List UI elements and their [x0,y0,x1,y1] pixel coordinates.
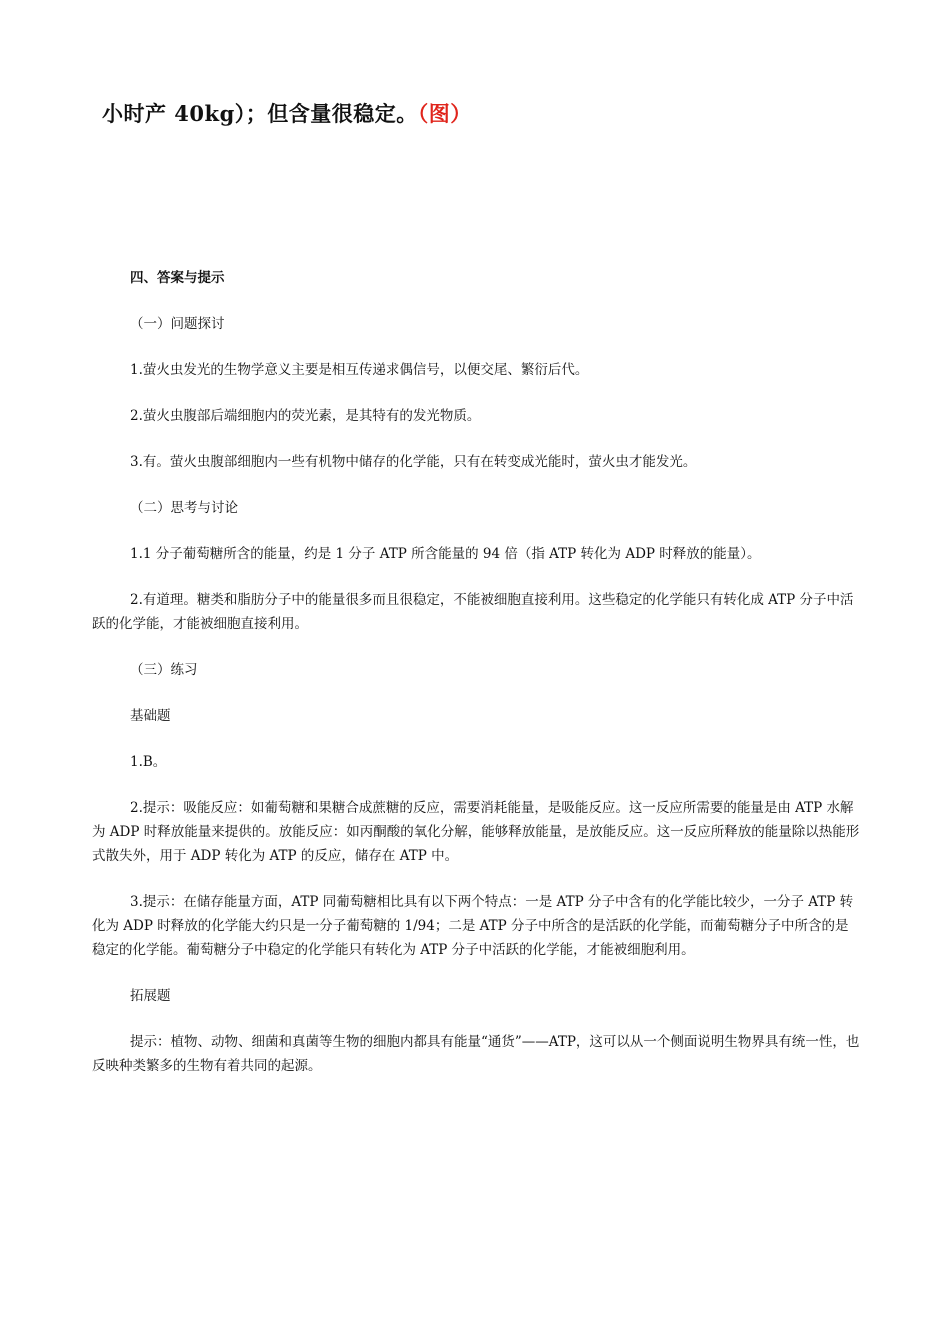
answers-section [92,266,860,1100]
answer-paragraph: 1.萤火虫发光的生物学意义主要是相互传递求偶信号，以便交尾、繁衍后代。 [130,362,589,378]
section-title-exercises: （三）练习 [130,662,198,678]
answer-paragraph: 2.提示：吸能反应：如葡萄糖和果糖合成蔗糖的反应，需要消耗能量，是吸能反应。这一反应所需要的能量是由 ATP 水解为 ADP 时释放能量来提供的。放能反应：如丙酮酸的氧化分解，能够释放能量，是放能反应。这一反应所释放的能量除以热能形式散失外，用于 ADP 转化为 ATP 的反应，储存在 ATP 中。 [92,800,860,864]
section-title-problem-discussion: （一）问题探讨 [130,316,225,332]
answer-paragraph: 2.萤火虫腹部后端细胞内的荧光素，是其特有的发光物质。 [130,408,481,424]
section-title-thinking-discussion: （二）思考与讨论 [130,500,238,516]
answer-paragraph: 1.1 分子葡萄糖所含的能量，约是 1 分子 ATP 所含能量的 94 倍（指 ATP 转化为 ADP 时释放的能量）。 [130,546,761,562]
subsection-title-extension: 拓展题 [130,988,171,1004]
continued-text: 小时产 40kg）；但含量很稳定。 [102,101,418,126]
answer-paragraph: 1.B。 [130,754,167,770]
continued-text-line [102,98,472,128]
answer-paragraph: 3.提示：在储存能量方面，ATP 同葡萄糖相比具有以下两个特点：一是 ATP 分子中含有的化学能比较少，一分子 ATP 转化为 ADP 时释放的化学能大约只是一分子葡萄糖的 1/94；二是 ATP 分子中所含的是活跃的化学能，而葡萄糖分子中所含的是稳定的化学能。葡萄糖分子中稳定的化学能只有转化为 ATP 分子中活跃的化学能，才能被细胞利用。 [92,894,854,958]
figure-reference: （图） [417,101,472,126]
answer-paragraph: 提示：植物、动物、细菌和真菌等生物的细胞内都具有能量“通货”——ATP，这可以从一个侧面说明生物界具有统一性，也反映种类繁多的生物有着共同的起源。 [92,1034,860,1074]
subsection-title-basic: 基础题 [130,708,171,724]
answer-paragraph: 3.有。萤火虫腹部细胞内一些有机物中储存的化学能，只有在转变成光能时，萤火虫才能发光。 [130,454,697,470]
answers-heading: 四、答案与提示 [130,270,225,286]
answer-paragraph: 2.有道理。糖类和脂肪分子中的能量很多而且很稳定，不能被细胞直接利用。这些稳定的化学能只有转化成 ATP 分子中活跃的化学能，才能被细胞直接利用。 [92,592,854,632]
